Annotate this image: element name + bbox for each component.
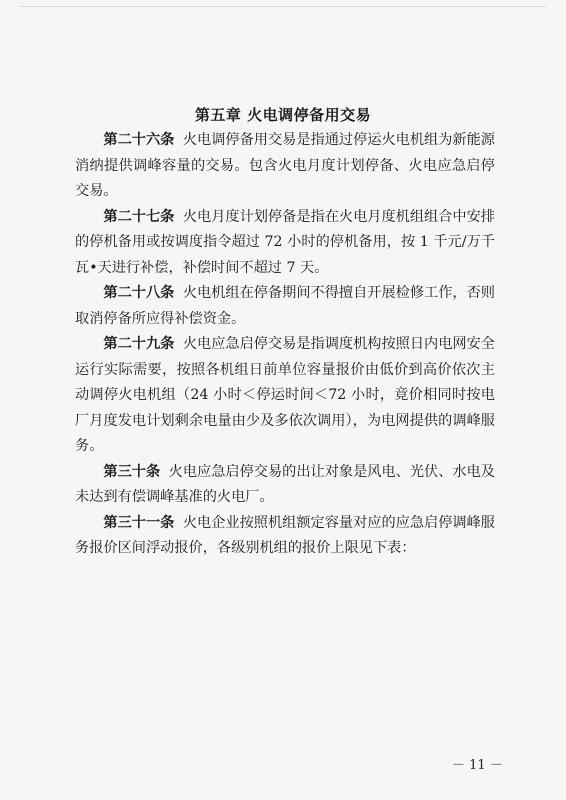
page-number: － 11 － <box>452 758 503 773</box>
chapter-title: 第五章 火电调停备用交易 <box>194 106 372 124</box>
article-text: 火电调停备用交易是指通过停运火电机组为新能源消纳提供调峰容量的交易。包含火电月度计划停备、火电应急启停交易。 <box>75 132 495 199</box>
article-paragraph <box>75 332 495 460</box>
article-label: 第二十七条 <box>103 208 175 225</box>
article-label: 第二十六条 <box>103 132 175 148</box>
article-text: 火电机组在停备期间不得擅自开展检修工作，否则取消停备所应得补偿资金。 <box>75 285 495 327</box>
document-body <box>75 128 495 562</box>
article-label: 第二十八条 <box>103 285 175 301</box>
article-text: 火电企业按照机组额定容量对应的应急启停调峰服务报价区间浮动报价，各级别机组的报价上限见下表： <box>75 514 495 556</box>
article-text: 火电应急启停交易是指调度机构按照日内电网安全运行实际需要，按照各机组日前单位容量报价由低价到高价依次主动调停火电机组（24 小时＜停运时间＜72 小时，竟价相同时按电厂月度发电计划剩余电量由少及多依次调用），为电网提供的调峰服务。 <box>75 336 495 454</box>
article-text: 火电月度计划停备是指在火电月度机组组合中安排的停机备用或按调度指令超过 72 小时的停机备用，按 1 千元/万千瓦•天进行补偿，补偿时间不超过 7 天。 <box>75 208 495 276</box>
article-text: 火电应急启停交易的出让对象是风电、光伏、水电及未达到有偿调峰基准的火电厂。 <box>75 463 495 505</box>
article-label: 第三十一条 <box>103 514 175 531</box>
article-paragraph <box>75 128 495 205</box>
article-paragraph <box>75 281 495 332</box>
article-paragraph <box>75 511 495 562</box>
article-label: 第三十条 <box>103 463 161 480</box>
top-edge-line <box>20 6 546 7</box>
article-paragraph <box>75 205 495 282</box>
article-label: 第二十九条 <box>103 336 175 352</box>
article-paragraph <box>75 460 495 511</box>
